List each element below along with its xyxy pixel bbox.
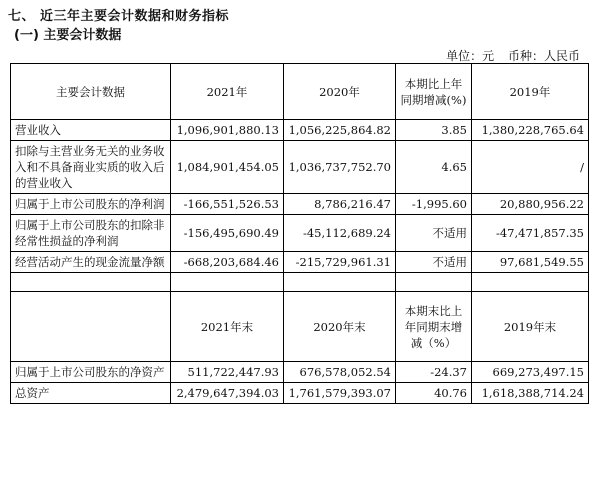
header-main-data: 主要会计数据 [11, 64, 171, 120]
unit-line [446, 47, 580, 64]
value-2021: -166,551,526.53 [171, 194, 284, 215]
spacer-cell [472, 273, 589, 292]
row-label: 总资产 [11, 383, 171, 404]
spacer-cell [284, 273, 396, 292]
value-change: -1,995.60 [396, 194, 472, 215]
value-2020: -45,112,689.24 [284, 215, 396, 252]
value-2019: -47,471,857.35 [472, 215, 589, 252]
value-2019: 1,380,228,765.64 [472, 120, 589, 141]
row-label: 归属于上市公司股东的扣除非经常性损益的净利润 [11, 215, 171, 252]
row-label: 营业收入 [11, 120, 171, 141]
unit-label: 单位：元 [446, 49, 495, 63]
value-2020: 1,761,579,393.07 [284, 383, 396, 404]
header-2020: 2020年 [284, 64, 396, 120]
financial-data-table [10, 63, 589, 404]
row-label: 经营活动产生的现金流量净额 [11, 252, 171, 273]
currency-label: 币种：人民币 [507, 49, 580, 63]
table-row [11, 141, 589, 194]
value-2020: -215,729,961.31 [284, 252, 396, 273]
header-2019-end: 2019年末 [472, 292, 589, 362]
sub-title: (一) 主要会计数据 [14, 28, 122, 43]
row-label: 扣除与主营业务无关的业务收入和不具备商业实质的收入后的营业收入 [11, 141, 171, 194]
header-2021: 2021年 [171, 64, 284, 120]
value-change: 不适用 [396, 215, 472, 252]
header-2020-end: 2020年末 [284, 292, 396, 362]
value-2020: 676,578,052.54 [284, 362, 396, 383]
row-label: 归属于上市公司股东的净资产 [11, 362, 171, 383]
value-2019: 97,681,549.55 [472, 252, 589, 273]
value-2021: 1,084,901,454.05 [171, 141, 284, 194]
header-2021-end: 2021年末 [171, 292, 284, 362]
value-2021: -668,203,684.46 [171, 252, 284, 273]
header-blank [11, 292, 171, 362]
spacer-row [11, 273, 589, 292]
value-2019: 669,273,497.15 [472, 362, 589, 383]
value-2019: 1,618,388,714.24 [472, 383, 589, 404]
value-2019: / [472, 141, 589, 194]
row-label: 归属于上市公司股东的净利润 [11, 194, 171, 215]
header-change-end: 本期末比上年同期末增减（%） [396, 292, 472, 362]
table-row [11, 383, 589, 404]
value-2021: 2,479,647,394.03 [171, 383, 284, 404]
value-change: -24.37 [396, 362, 472, 383]
table1-header-row [11, 64, 589, 120]
value-2020: 1,036,737,752.70 [284, 141, 396, 194]
value-2020: 8,786,216.47 [284, 194, 396, 215]
table-row [11, 215, 589, 252]
value-change: 40.76 [396, 383, 472, 404]
value-2021: -156,495,690.49 [171, 215, 284, 252]
value-change: 不适用 [396, 252, 472, 273]
table-row [11, 194, 589, 215]
table-row [11, 252, 589, 273]
value-2020: 1,056,225,864.82 [284, 120, 396, 141]
value-2021: 1,096,901,880.13 [171, 120, 284, 141]
spacer-cell [11, 273, 171, 292]
value-2019: 20,880,956.22 [472, 194, 589, 215]
table2-header-row [11, 292, 589, 362]
table-row [11, 362, 589, 383]
header-2019: 2019年 [472, 64, 589, 120]
value-2021: 511,722,447.93 [171, 362, 284, 383]
table-row [11, 120, 589, 141]
section-title: 七、 近三年主要会计数据和财务指标 [8, 9, 230, 24]
spacer-cell [396, 273, 472, 292]
value-change: 4.65 [396, 141, 472, 194]
header-change: 本期比上年同期增减(%) [396, 64, 472, 120]
spacer-cell [171, 273, 284, 292]
value-change: 3.85 [396, 120, 472, 141]
